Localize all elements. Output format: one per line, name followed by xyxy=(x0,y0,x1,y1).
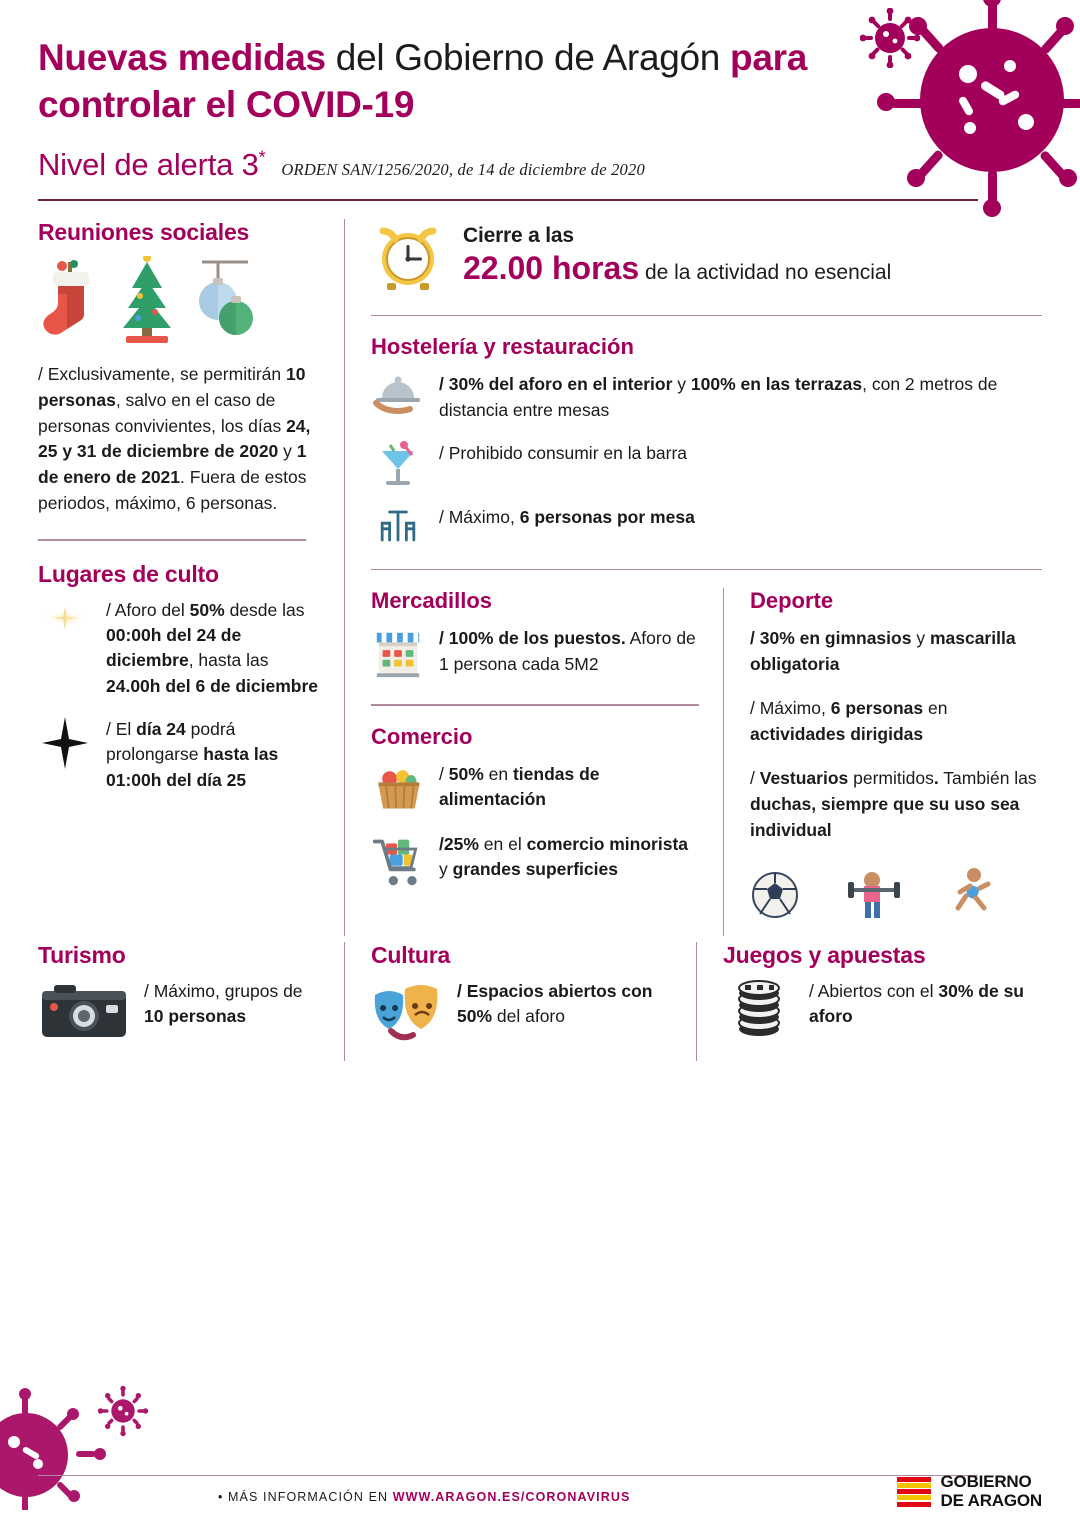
closing-hours-block xyxy=(371,219,1042,293)
star-sparkle-icon xyxy=(38,717,92,769)
deporte-item-3 xyxy=(750,766,1042,844)
h1-b2: 100% en las terrazas xyxy=(690,374,863,395)
worship-item-2 xyxy=(38,717,322,793)
hosteleria-item-1 xyxy=(371,372,1042,423)
divider-after-hosteleria xyxy=(371,569,1042,571)
worship-item-2-text xyxy=(106,717,322,793)
section-heading-worship: Lugares de culto xyxy=(38,560,219,587)
c2-b3: grandes superficies xyxy=(452,859,618,880)
comercio-item-1 xyxy=(371,762,699,814)
social-b1: 10 personas xyxy=(38,363,306,410)
d3-t1: / xyxy=(750,768,760,789)
comercio-item-1-text xyxy=(439,762,699,813)
section-hosteleria xyxy=(371,334,1042,547)
turismo-item-1-text xyxy=(144,979,322,1030)
h1-t1: y xyxy=(672,374,691,395)
d2-b2: actividades dirigidas xyxy=(750,724,924,745)
christmas-tree-icon xyxy=(114,256,180,346)
food-tray-icon xyxy=(371,372,425,416)
ju-t1: / Abiertos con el xyxy=(809,980,939,1001)
soccer-ball-icon xyxy=(750,870,800,920)
d1-t1: y xyxy=(911,628,930,649)
virus-icon xyxy=(96,1384,150,1438)
m-t1: Aforo de 1 persona cada 5M2 xyxy=(439,628,696,674)
sport-illustrations xyxy=(750,866,1042,920)
d2-t1: / Máximo, xyxy=(750,698,831,719)
section-heading-deporte: Deporte xyxy=(750,588,834,614)
right-column xyxy=(344,219,1042,936)
juegos-item-1-text xyxy=(809,979,1042,1030)
theatre-masks-icon xyxy=(371,979,443,1041)
header-divider xyxy=(38,199,978,201)
table-chairs-icon xyxy=(371,505,425,547)
social-t2: , salvo en el caso de personas convivientes, los días xyxy=(38,389,287,436)
alert-level-text: Nivel de alerta 3 xyxy=(38,146,259,182)
w1-b3: 24.00h del 6 de diciembre xyxy=(106,675,319,696)
h1-b1: / 30% del aforo en el interior xyxy=(439,374,673,395)
logo-line-1: GOBIERNO xyxy=(940,1472,1032,1492)
c1-b2: tiendas de alimentación xyxy=(439,763,600,810)
c2-b2: comercio minorista xyxy=(526,833,689,854)
left-divider-1 xyxy=(38,539,306,541)
social-t4: . Fuera de estos periodos, máximo, 6 personas. xyxy=(38,467,307,514)
mid-left-column xyxy=(371,588,723,935)
aragon-flag-icon xyxy=(897,1477,931,1507)
section-lugares-de-culto xyxy=(38,561,322,794)
c1-t1: / xyxy=(439,763,449,784)
mid-right-column xyxy=(723,588,1042,935)
christmas-stocking-icon xyxy=(38,260,100,346)
mercadillos-item-1 xyxy=(371,626,699,682)
running-icon xyxy=(948,866,994,920)
section-heading-juegos: Juegos y apuestas xyxy=(723,941,926,968)
mid-two-columns xyxy=(371,588,1042,935)
bottom-three-columns xyxy=(38,942,1042,1061)
section-juegos xyxy=(696,942,1042,1061)
w2-b1: día 24 xyxy=(136,719,186,740)
christmas-illustrations xyxy=(38,256,322,346)
closing-hours-text xyxy=(463,224,891,287)
h3-t1: / Máximo, xyxy=(439,506,520,527)
title-highlight-2: para controlar el COVID-19 xyxy=(38,37,808,126)
cultura-item-1-text xyxy=(457,979,672,1030)
deporte-item-2 xyxy=(750,696,1042,748)
left-column xyxy=(38,219,344,936)
h1-t2: , con 2 metros de distancia entre mesas xyxy=(439,374,998,420)
main-grid xyxy=(38,219,1042,936)
d3-b1: Vestuarios xyxy=(759,768,849,789)
christmas-bauble-icon xyxy=(194,256,256,346)
section-heading-turismo: Turismo xyxy=(38,941,126,968)
market-stall-icon xyxy=(371,626,425,682)
section-heading-hosteleria: Hostelería y restauración xyxy=(371,334,634,360)
c1-t2: en xyxy=(483,763,513,784)
d1-b2: mascarilla obligatoria xyxy=(750,628,1016,675)
section-heading-comercio: Comercio xyxy=(371,723,473,749)
w1-t3: , hasta las xyxy=(188,650,269,671)
gobierno-logo-text xyxy=(941,1473,1042,1510)
comercio-item-2-text xyxy=(439,832,699,883)
section-deporte xyxy=(750,588,1042,919)
c1-b1: 50% xyxy=(448,763,484,784)
d1-b1: / 30% en gimnasios xyxy=(750,628,912,649)
title-highlight-1: Nuevas medidas xyxy=(38,37,326,78)
title-plain: del Gobierno de Aragón xyxy=(325,37,731,78)
juegos-item-1 xyxy=(723,979,1042,1041)
logo-line-2: DE ARAGON xyxy=(940,1490,1042,1510)
alarm-clock-icon xyxy=(371,219,445,293)
divider-mercadillos-comercio xyxy=(371,704,699,706)
m-b1: / 100% de los puestos. xyxy=(439,628,626,649)
section-heading-mercadillos: Mercadillos xyxy=(371,588,493,614)
w1-b2: 00:00h del 24 de diciembre xyxy=(106,624,242,671)
page-title xyxy=(38,34,858,129)
hosteleria-item-3 xyxy=(371,505,1042,547)
section-turismo xyxy=(38,942,344,1061)
cu-b1: / Espacios abiertos con 50% xyxy=(457,980,653,1027)
c2-b1: /25% xyxy=(439,833,479,854)
w2-b2: hasta las 01:00h del día 25 xyxy=(106,744,279,790)
w1-t2: desde las xyxy=(224,599,305,620)
bottom-section-wrapper xyxy=(38,942,1042,1061)
subtitle-row xyxy=(38,147,1042,183)
footer xyxy=(38,1472,1042,1510)
section-heading-social: Reuniones sociales xyxy=(38,218,250,245)
cultura-item-1 xyxy=(371,979,672,1041)
worship-item-1 xyxy=(38,598,322,700)
hosteleria-item-2-text: / Prohibido consumir en la barra xyxy=(439,442,688,463)
ju-b1: 30% de su aforo xyxy=(809,980,1024,1027)
divider-after-closing xyxy=(371,315,1042,317)
c2-t2: y xyxy=(439,859,453,880)
tu-t1: / Máximo, grupos de xyxy=(144,980,303,1001)
footer-info-lead: • MÁS INFORMACIÓN EN xyxy=(218,1490,393,1504)
hosteleria-item-3-text xyxy=(439,505,1042,530)
comercio-item-2 xyxy=(371,832,699,892)
footer-info xyxy=(38,1490,1042,1504)
header xyxy=(38,0,1042,201)
d3-t3: También las xyxy=(938,768,1037,789)
social-b3: 1 de enero de 2021 xyxy=(38,441,307,488)
cocktail-icon xyxy=(371,441,425,487)
tu-b1: 10 personas xyxy=(144,1006,247,1027)
social-t1: / Exclusivamente, se permitirán xyxy=(38,363,287,384)
h3-b1: 6 personas por mesa xyxy=(519,506,695,527)
turismo-item-1 xyxy=(38,979,322,1043)
alert-level xyxy=(38,147,265,183)
mercadillos-item-1-text xyxy=(439,626,699,677)
gobierno-de-aragon-logo xyxy=(897,1473,1042,1510)
d2-t2: en xyxy=(923,698,948,719)
order-reference: ORDEN SAN/1256/2020, de 14 de diciembre de 2020 xyxy=(281,159,645,179)
footer-url[interactable]: WWW.ARAGON.ES/CORONAVIRUS xyxy=(392,1490,631,1504)
d3-b2: . xyxy=(933,768,939,789)
footer-divider xyxy=(38,1475,978,1477)
section-cultura xyxy=(344,942,696,1061)
social-text xyxy=(38,362,322,517)
d3-b3: duchas, siempre que su uso sea individual xyxy=(750,793,1020,840)
section-mercadillos xyxy=(371,588,699,682)
social-t3: y xyxy=(278,441,297,462)
w1-t1: / Aforo del xyxy=(106,599,190,620)
closing-line-2 xyxy=(463,250,891,287)
w1-b1: 50% xyxy=(189,599,225,620)
social-b2: 24, 25 y 31 de diciembre de 2020 xyxy=(38,415,311,462)
hosteleria-item-1-text xyxy=(439,372,1042,423)
worship-item-1-text xyxy=(106,598,322,700)
closing-line-1: Cierre a las xyxy=(463,224,574,248)
w2-t1: / El xyxy=(106,719,137,740)
camera-icon xyxy=(38,979,130,1043)
deporte-item-1 xyxy=(750,626,1042,678)
d3-t2: permitidos xyxy=(848,768,934,789)
cu-t1: del aforo xyxy=(492,1006,565,1027)
c2-t1: en el xyxy=(478,833,527,854)
section-comercio xyxy=(371,724,699,892)
hosteleria-item-2 xyxy=(371,441,1042,487)
w2-t2: podrá prolongarse xyxy=(106,719,236,765)
virus-graphic-bottom-left-small xyxy=(96,1384,150,1438)
sparkle-soft-icon xyxy=(38,598,92,638)
section-heading-cultura: Cultura xyxy=(371,941,451,968)
weightlifting-icon xyxy=(846,868,902,920)
grocery-basket-icon xyxy=(371,762,425,814)
shopping-cart-icon xyxy=(371,832,425,892)
casino-chips-icon xyxy=(723,979,795,1041)
closing-line-2-rest: de la actividad no esencial xyxy=(639,261,892,285)
section-reuniones-sociales xyxy=(38,219,322,517)
alert-level-asterisk: * xyxy=(258,147,266,168)
closing-hours-value: 22.00 horas xyxy=(463,250,640,287)
d2-b1: 6 personas xyxy=(830,698,924,719)
